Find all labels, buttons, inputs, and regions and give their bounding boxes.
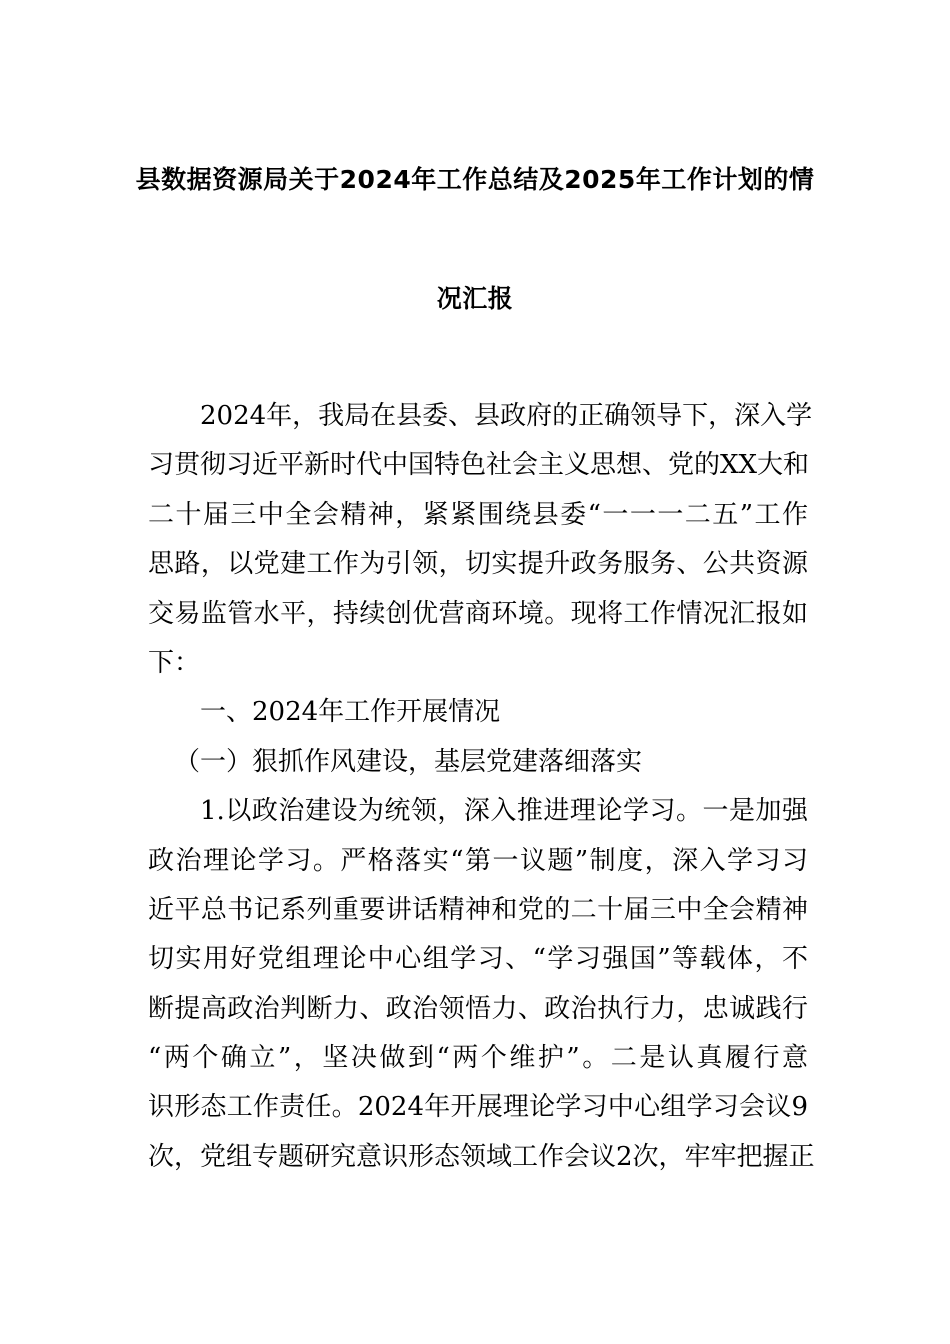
- body-line: 1.以政治建设为统领，深入推进理论学习。一是加强: [200, 796, 808, 827]
- body-line: “两个确立”，坚决做到“两个维护”。二是认真履行意: [148, 1043, 808, 1074]
- body-line: 近平总书记系列重要讲话精神和党的二十届三中全会精神: [148, 894, 808, 925]
- body-line: 断提高政治判断力、政治领悟力、政治执行力，忠诚践行: [148, 993, 808, 1024]
- body-line: 交易监管水平，持续创优营商环境。现将工作情况汇报如: [148, 598, 808, 629]
- document-title-line-1: 县数据资源局关于2024年工作总结及2025年工作计划的情: [135, 165, 815, 194]
- body-line: 二十届三中全会精神，紧紧围绕县委“一一一二五”工作: [148, 499, 808, 530]
- section-heading: 一、2024年工作开展情况: [200, 697, 501, 728]
- body-line: 2024年，我局在县委、县政府的正确领导下，深入学: [200, 401, 813, 431]
- body-line: 思路，以党建工作为引领，切实提升政务服务、公共资源: [148, 549, 808, 580]
- body-line: 次，党组专题研究意识形态领域工作会议2次，牢牢把握正: [148, 1141, 815, 1172]
- document-body: [148, 398, 815, 1188]
- document-title-line-2: 况汇报: [436, 284, 514, 313]
- body-line: 政治理论学习。严格落实“第一议题”制度，深入学习习: [148, 845, 808, 876]
- body-line: 切实用好党组理论中心组学习、“学习强国”等载体，不: [148, 944, 808, 975]
- body-line: 下：: [148, 647, 201, 678]
- body-line: 习贯彻习近平新时代中国特色社会主义思想、党的XX大和: [148, 450, 810, 481]
- body-line: 识形态工作责任。2024年开展理论学习中心组学习会议9: [148, 1092, 808, 1123]
- subsection-heading: （一）狠抓作风建设，基层党建落细落实: [174, 746, 643, 777]
